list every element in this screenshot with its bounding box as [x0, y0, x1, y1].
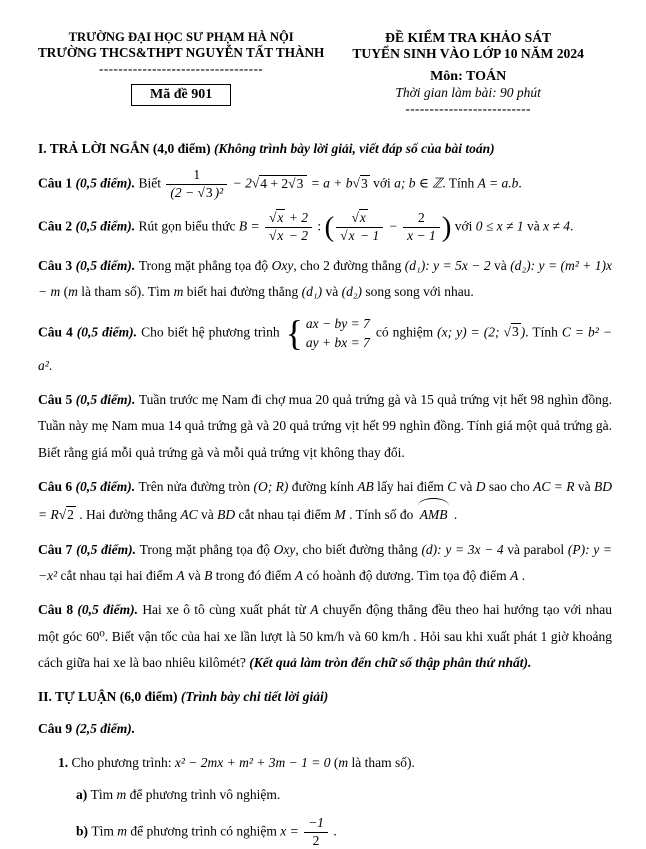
math-fraction — [265, 210, 312, 245]
radical-sign-icon: √ — [340, 228, 348, 244]
bold-label: Câu 6 — [38, 478, 76, 494]
bold-italic-label: (0,5 điểm). — [77, 602, 143, 618]
math-run: a; b ∈ ℤ — [394, 175, 443, 191]
bold-italic-label: (0,5 điểm). — [75, 175, 139, 191]
math-square-root — [351, 209, 367, 225]
fraction-numerator — [265, 210, 312, 228]
bold-italic-label: (0,5 điểm). — [76, 541, 140, 557]
text-run: Biết — [138, 175, 165, 191]
radicand — [348, 227, 357, 243]
text-run: sao cho — [485, 478, 534, 494]
math-run: (d₂): y = (m² + 1)x − m — [38, 257, 612, 300]
bold-label: I. TRẢ LỜI NGẮN (4,0 điểm) — [38, 140, 215, 156]
math-run: BD — [217, 507, 236, 523]
math-run: M — [334, 507, 346, 523]
arc-hat-angle: AMB — [417, 500, 451, 528]
math-run: m — [173, 284, 184, 300]
fraction-denominator — [336, 228, 383, 245]
text-run: 3 — [360, 175, 368, 191]
text-run: Tìm — [90, 787, 117, 803]
math-run: ax − by = 7 — [305, 315, 370, 331]
radicand — [205, 184, 215, 200]
bold-label: Câu 7 — [38, 541, 77, 557]
bold-label: II. TỰ LUẬN (6,0 điểm) — [38, 689, 181, 705]
math-run: m — [117, 823, 128, 839]
math-run: Oxy — [273, 541, 296, 557]
subject-line: Môn: TOÁN — [430, 69, 507, 84]
equation-system: { ax − by = 7 ay + bx = 7 — [285, 313, 370, 354]
math-run: A — [510, 567, 519, 583]
question-1 — [38, 167, 612, 202]
radicand — [276, 209, 285, 225]
header-right-block — [324, 30, 612, 118]
math-run: 0 ≤ x ≠ 1 — [475, 218, 524, 234]
math-square-root — [504, 323, 521, 339]
radicand — [511, 323, 521, 339]
text-run: ( — [330, 755, 339, 771]
text-run: Cho biết hệ phương trình — [141, 324, 284, 340]
math-fraction — [336, 210, 383, 245]
text-run: và — [184, 567, 205, 583]
math-run: m — [68, 284, 78, 300]
question-6 — [38, 474, 612, 529]
text-run: và — [574, 478, 594, 494]
fraction-numerator — [304, 815, 328, 833]
math-square-root — [353, 175, 370, 191]
bold-italic-label: (Trình bày chi tiết lời giải) — [180, 689, 329, 705]
bold-italic-label: (Không trình bày lời giải, viết đáp số của bài toán) — [214, 140, 495, 156]
bold-italic-label: (0,5 điểm). — [75, 392, 139, 408]
text-run: cắt nhau tại điểm — [235, 507, 335, 523]
bold-label: Câu 3 — [38, 257, 76, 273]
math-run: (O; R) — [253, 478, 289, 494]
radicand — [66, 506, 76, 522]
text-run: Rút gọn biểu thức — [138, 218, 239, 234]
math-run: x — [348, 228, 355, 244]
math-run: x — [359, 210, 366, 226]
system-rows — [306, 314, 370, 353]
text-run: có hoành độ dương. Tìm tọa độ điểm — [303, 567, 511, 583]
bold-label: Câu 8 — [38, 602, 78, 618]
math-run: (P): y = −x² — [38, 541, 612, 583]
text-run: . — [569, 218, 574, 234]
math-run: D — [475, 478, 486, 494]
bold-label: Câu 2 — [38, 218, 76, 234]
university-name: TRƯỜNG ĐẠI HỌC SƯ PHẠM HÀ NỘI — [68, 30, 294, 44]
text-run: đường kính — [288, 478, 358, 494]
math-run: A — [294, 567, 304, 583]
text-run: với — [451, 218, 476, 234]
text-run: . — [518, 175, 522, 191]
text-run: là tham số). — [348, 755, 415, 771]
math-run: x ≠ 4 — [543, 218, 570, 234]
radical-sign-icon: √ — [288, 175, 296, 191]
math-run: BD = R — [38, 478, 612, 523]
text-run: và — [322, 284, 342, 300]
math-square-root — [269, 209, 285, 225]
question-9-heading — [38, 716, 612, 742]
math-run: (d₁): y = 5x − 2 — [404, 257, 491, 273]
radical-sign-icon: √ — [251, 175, 260, 191]
math-run: (2 − — [170, 185, 198, 201]
math-square-root — [198, 184, 215, 200]
right-divider-dashes: -------------------------- — [405, 101, 531, 116]
left-divider-dashes: ---------------------------------- — [99, 61, 264, 76]
text-run: . — [450, 507, 458, 523]
section-1-title — [38, 138, 612, 160]
question-3 — [38, 253, 612, 306]
math-run: (d): y = 3x − 4 — [421, 541, 504, 557]
radical-sign-icon: √ — [268, 228, 277, 244]
question-5 — [38, 387, 612, 466]
section-2-title — [38, 686, 612, 708]
text-run: chuyển động thẳng đều theo hai hướng tạo với nhau một góc 60⁰. Biết vận tốc của hai xe lần lượt là 50 km/h và 60 km/h . Hỏi sau khi xuất phát 1 giờ khoảng cách giữa hai xe là bao nhiêu kilômét? — [38, 602, 612, 670]
radical-sign-icon: √ — [58, 507, 67, 523]
math-run: (x; y) = (2; — [437, 324, 504, 340]
text-run: 2 — [418, 210, 425, 226]
math-run: ) — [520, 324, 526, 340]
radicand — [276, 227, 285, 243]
text-run: , cho biết đường thẳng — [295, 541, 422, 557]
big-parenthesis: ( — [324, 210, 335, 243]
text-run: và — [197, 507, 218, 523]
bold-label: 1. — [58, 755, 72, 771]
text-run: là tham số). Tìm — [77, 284, 174, 300]
radical-sign-icon: √ — [352, 175, 360, 191]
text-run: lấy hai điểm — [373, 478, 448, 494]
text-run: song song với nhau. — [362, 284, 474, 300]
text-run: ( — [60, 284, 69, 300]
bold-italic-label: (0,5 điểm). — [75, 218, 139, 234]
math-run: A — [310, 602, 319, 618]
fraction-numerator — [166, 167, 227, 185]
text-run: . — [518, 567, 526, 583]
question-9-item-1 — [38, 750, 612, 776]
text-run: Trong mặt phẳng tọa độ — [138, 257, 272, 273]
math-square-root — [59, 506, 76, 522]
radical-sign-icon: √ — [268, 210, 277, 226]
text-run: 4 + 2 — [260, 175, 289, 191]
text-run: với — [369, 175, 395, 191]
text-run: có nghiệm — [371, 324, 438, 340]
bold-italic-label: (0,5 điểm). — [76, 324, 142, 340]
text-run: . Tính — [442, 175, 478, 191]
text-run: Tìm — [91, 823, 118, 839]
math-run: A — [176, 567, 185, 583]
math-run: ay + bx = 7 — [305, 335, 370, 351]
bold-italic-label: (2,5 điểm). — [75, 720, 136, 736]
text-run: Trên nửa đường tròn — [138, 478, 254, 494]
text-run: . Tính — [525, 324, 562, 340]
text-run: 1 — [193, 167, 201, 183]
text-run: 2 — [67, 507, 74, 523]
text-run: và — [490, 257, 511, 273]
math-run: AC — [180, 507, 198, 523]
math-run: (d₁) — [301, 284, 323, 300]
math-run: = a + b — [307, 175, 353, 191]
question-9-item-1b — [38, 815, 612, 849]
system-row — [306, 333, 370, 353]
text-run: trong đó điểm — [212, 567, 295, 583]
bold-label: Câu 4 — [38, 324, 77, 340]
text-run: Hai xe ô tô cùng xuất phát từ — [142, 602, 311, 618]
text-run: . Hai đường thẳng — [75, 507, 181, 523]
radicand — [360, 175, 370, 191]
radical-sign-icon: √ — [351, 210, 359, 226]
text-run: 3 — [511, 324, 519, 340]
fraction-numerator — [336, 210, 383, 228]
text-run: . Tính số đo — [345, 507, 417, 523]
text-run: biết hai đường thẳng — [183, 284, 302, 300]
text-run: : — [313, 218, 325, 234]
exam-body — [38, 138, 612, 849]
math-run: B = — [238, 218, 263, 234]
math-run: Oxy — [271, 257, 294, 273]
bold-italic-label: (Kết quả làm tròn đến chữ số thập phân thứ nhất). — [249, 654, 532, 670]
math-run: x — [277, 228, 284, 244]
text-run: cắt nhau tại hai điểm — [57, 567, 177, 583]
math-run: −1 — [308, 814, 324, 830]
bold-label: Câu 1 — [38, 175, 76, 191]
math-fraction — [403, 210, 440, 245]
fraction-denominator — [265, 228, 312, 245]
math-run: x² − 2mx + m² + 3m − 1 = 0 — [174, 755, 331, 771]
text-run: và parabol — [503, 541, 568, 557]
fraction-denominator — [304, 833, 328, 849]
math-run: A = a.b — [477, 175, 519, 191]
question-8 — [38, 597, 612, 676]
math-square-root — [252, 175, 307, 191]
math-run: − 1 — [356, 228, 380, 244]
math-square-root — [340, 227, 356, 243]
math-run: − 2 — [229, 175, 252, 191]
exam-code-box: Mã đề 901 — [131, 84, 231, 106]
fraction-denominator — [166, 185, 227, 202]
question-9-item-1a — [38, 782, 612, 808]
text-run: và — [523, 218, 544, 234]
math-run: x − 1 — [407, 228, 436, 244]
math-square-root — [269, 227, 285, 243]
text-run: Cho phương trình: — [71, 755, 175, 771]
math-run: − 2 — [285, 228, 308, 244]
math-run: AC = R — [533, 478, 575, 494]
math-run: + 2 — [285, 210, 308, 226]
math-fraction — [304, 815, 328, 849]
fraction-denominator — [403, 228, 440, 245]
radicand — [296, 175, 306, 191]
text-run: Tuần trước mẹ Nam đi chợ mua 20 quả trứng gà và 15 quả trứng vịt hết 98 nghìn đồng. Tuần này mẹ Nam mua 14 quả trứng gà và 20 quả trứng vịt hết 99 nghìn đồng. Tính giá một quả trứng gà. Biết rằng giá mỗi quả trứng gà và mỗi quả trứng vịt không thay đổi. — [38, 392, 612, 460]
math-run: − — [385, 218, 402, 234]
radicand — [259, 175, 307, 191]
exam-code-row — [38, 78, 324, 106]
text-run: 3 — [296, 175, 304, 191]
text-run: 3 — [205, 185, 213, 201]
math-run: AB — [357, 478, 374, 494]
bold-label: b) — [76, 823, 92, 839]
math-run: (d₂) — [341, 284, 363, 300]
text-run: để phương trình có nghiệm — [127, 823, 281, 839]
math-square-root — [288, 175, 305, 191]
text-run: Trong mặt phẳng tọa độ — [139, 541, 274, 557]
duration-line: Thời gian làm bài: 90 phút — [395, 85, 541, 100]
system-row — [306, 314, 370, 334]
text-run: . — [48, 357, 53, 373]
bold-italic-label: (0,5 điểm). — [75, 257, 139, 273]
big-parenthesis: ) — [441, 210, 452, 243]
exam-title-line2: TUYỂN SINH VÀO LỚP 10 NĂM 2024 — [352, 46, 584, 61]
text-run: và — [456, 478, 476, 494]
math-fraction — [166, 167, 227, 202]
document-header — [38, 30, 612, 118]
bold-label: Câu 5 — [38, 392, 76, 408]
math-run: m — [338, 755, 349, 771]
question-7 — [38, 537, 612, 590]
math-run: )² — [214, 185, 224, 201]
radical-sign-icon: √ — [197, 185, 205, 201]
school-name: TRƯỜNG THCS&THPT NGUYỄN TẤT THÀNH — [38, 45, 325, 60]
radicand — [359, 209, 368, 225]
bold-label: Câu 9 — [38, 720, 76, 736]
bold-label: a) — [76, 787, 91, 803]
math-run: x — [277, 210, 284, 226]
radical-sign-icon: √ — [503, 324, 511, 340]
fraction-numerator — [403, 210, 440, 228]
math-run: x = — [280, 823, 303, 839]
header-left-block — [38, 30, 324, 118]
bold-italic-label: (0,5 điểm). — [75, 478, 139, 494]
text-run: để phương trình vô nghiệm. — [126, 787, 281, 803]
math-run: m — [116, 787, 127, 803]
math-run: C — [447, 478, 457, 494]
math-run: B — [204, 567, 213, 583]
math-run: C = b² − a² — [38, 324, 612, 373]
text-run: 2 — [312, 832, 320, 848]
text-run: , cho 2 đường thẳng — [293, 257, 405, 273]
question-2 — [38, 210, 612, 245]
question-4 — [38, 314, 612, 379]
exam-title-line1: ĐỀ KIỂM TRA KHẢO SÁT — [385, 30, 552, 45]
text-run: . — [329, 823, 337, 839]
